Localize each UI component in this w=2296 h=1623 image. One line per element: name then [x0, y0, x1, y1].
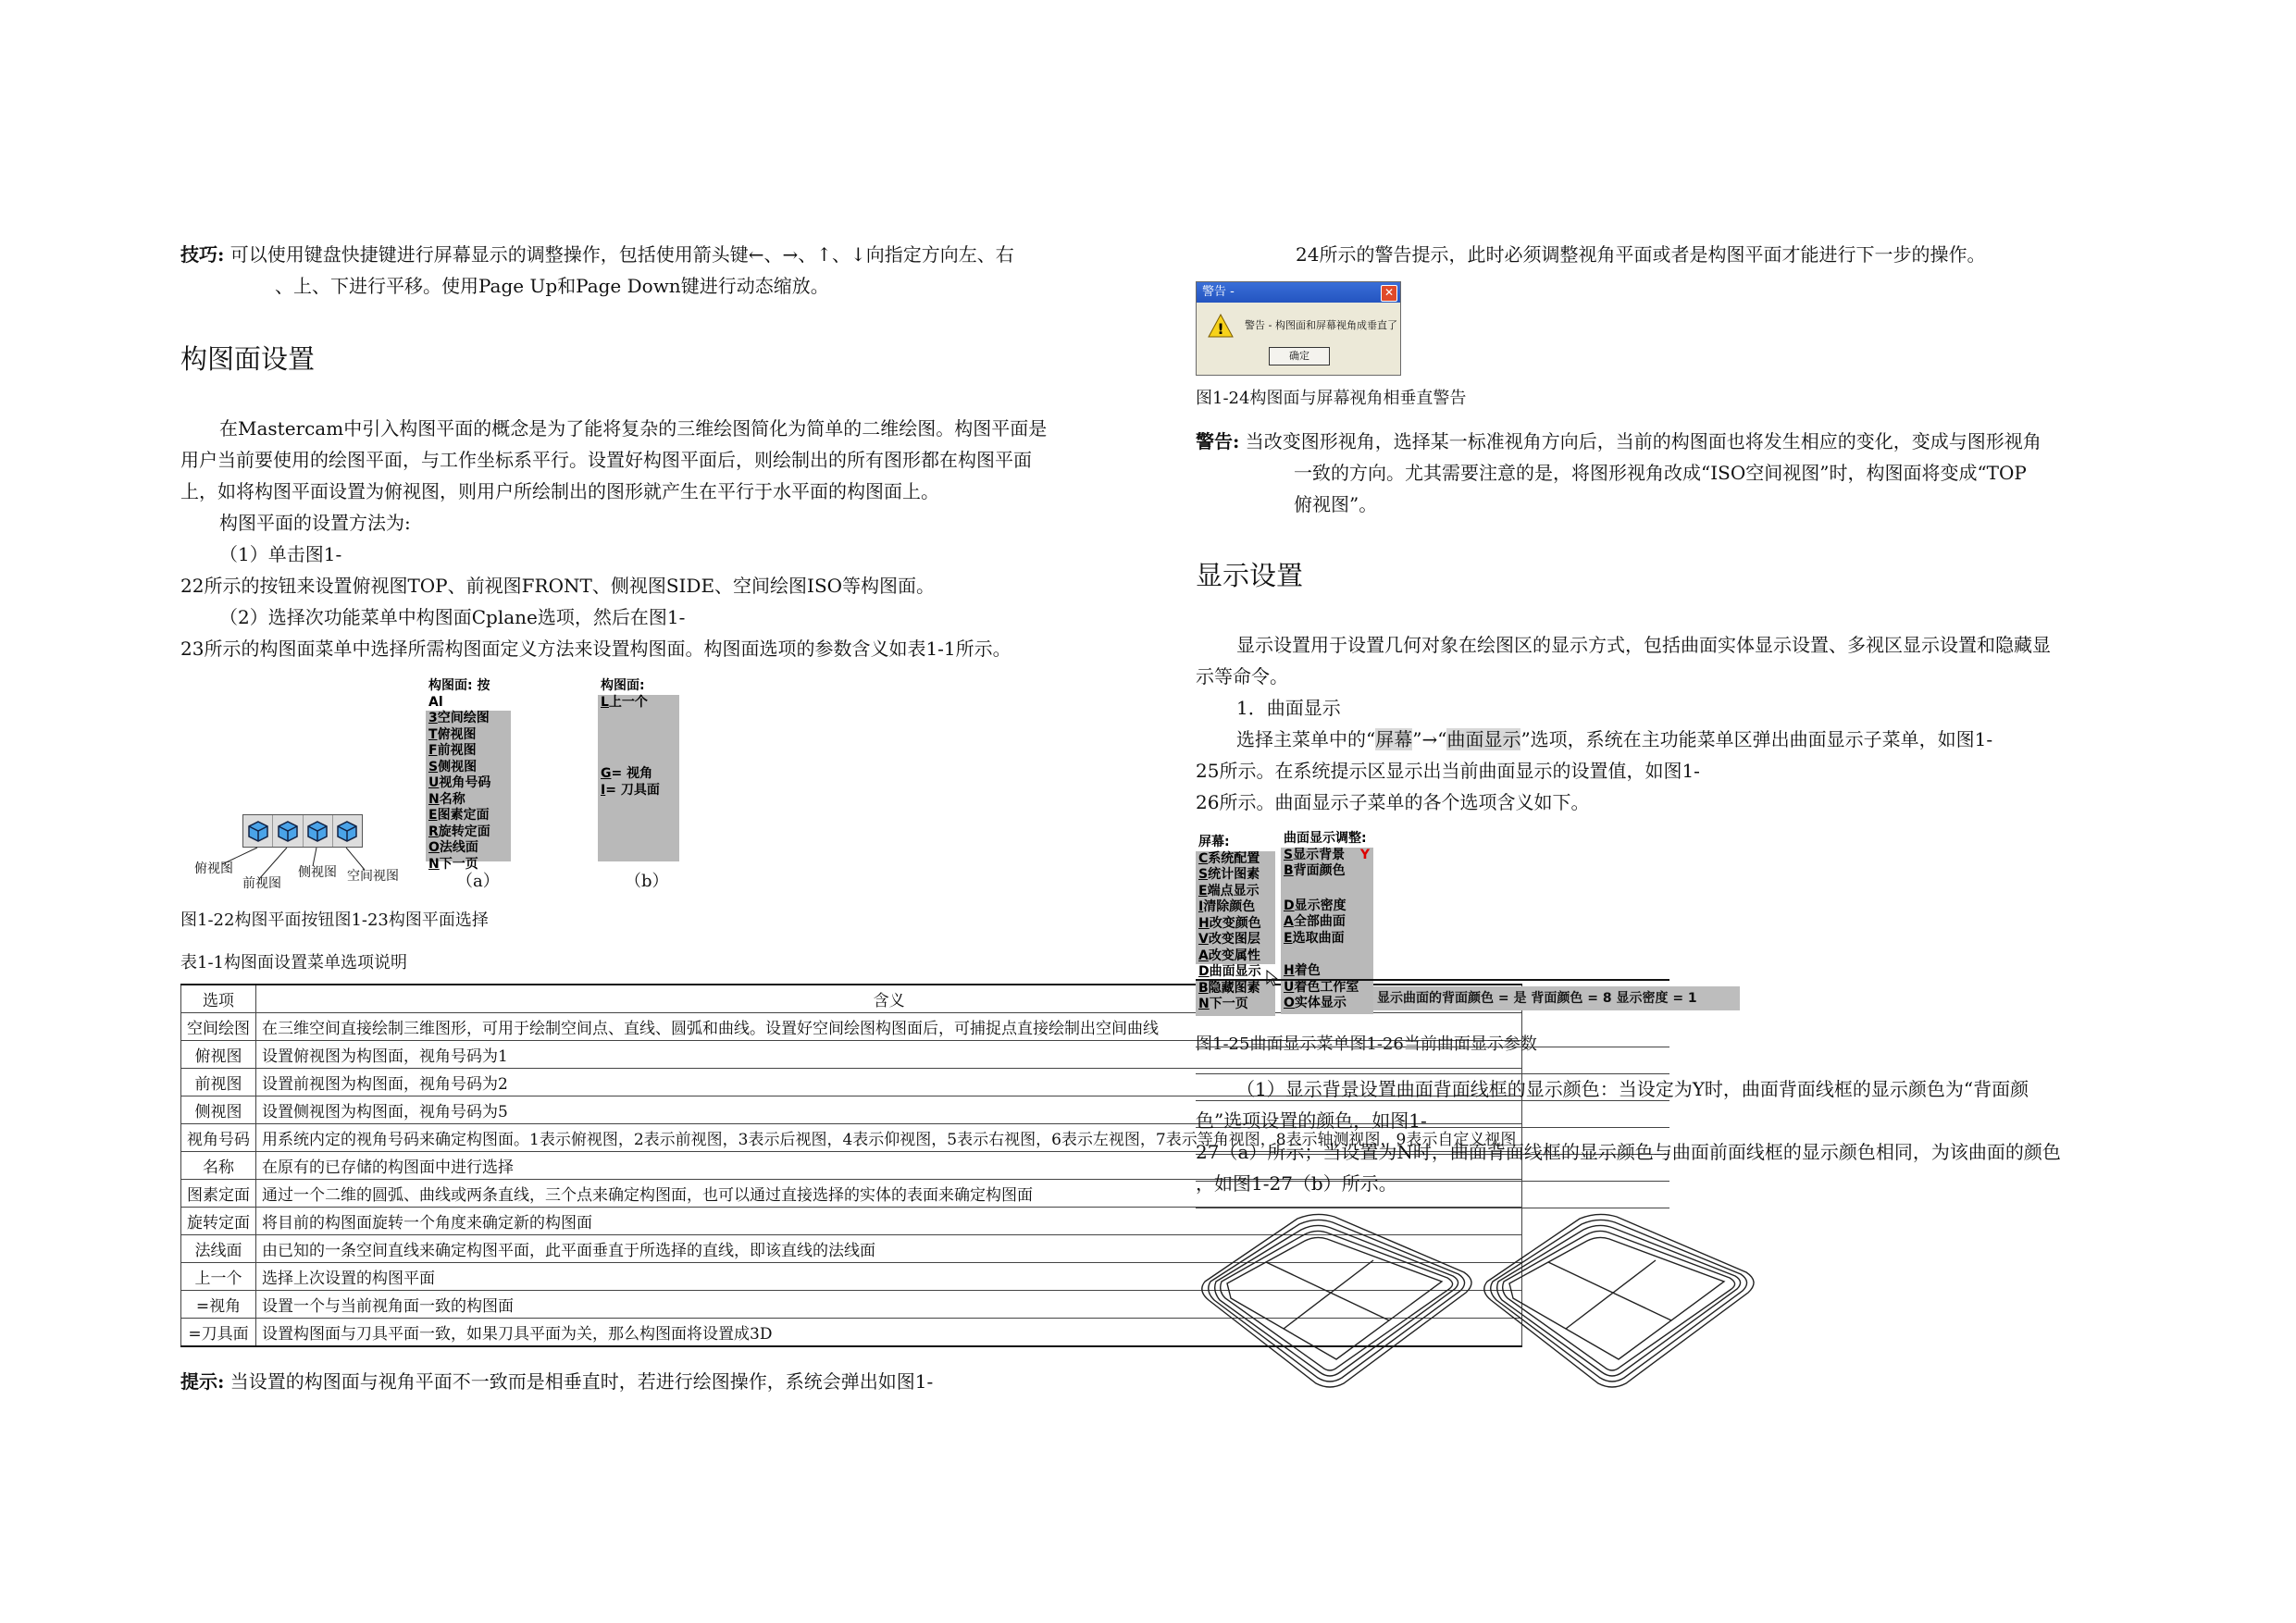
menu-item-label: 旋转定面 — [438, 824, 490, 839]
menu-hotkey: E — [1198, 883, 1208, 898]
menu-hotkey: B — [1198, 980, 1209, 996]
menu-hotkey: U — [428, 775, 440, 790]
surface-status-bar: 显示曲面的背面颜色 = 是 背面颜色 = 8 显示密度 = 1 — [1373, 986, 1740, 1010]
warn-line2: 一致的方向。尤其需要注意的是，将图形视角改成“ISO空间视图”时，构图面将变成“TOP — [1294, 462, 2027, 484]
iso-view-button[interactable] — [333, 815, 362, 847]
menu-a-caption: （a） — [456, 872, 500, 891]
menu-item-label: 着色工作室 — [1294, 979, 1359, 995]
top-view-button[interactable] — [243, 815, 273, 847]
warn-text: 当改变图形视角，选择某一标准视角方向后，当前的构图面也将发生相应的变化，变成与图形视角 — [1245, 430, 2042, 452]
menu-title: 构图面: 按 Al — [426, 678, 511, 711]
para-line — [1236, 724, 1992, 755]
menu-item-label: 背面颜色 — [1293, 863, 1346, 878]
menu-hotkey: N — [1198, 997, 1210, 1011]
surface-menu-item[interactable] — [1281, 963, 1373, 980]
para-line: 示等命令。 — [1196, 665, 1288, 688]
cplane-menu-item[interactable] — [426, 792, 511, 809]
subheading-surface-display: 1．曲面显示 — [1236, 697, 1341, 719]
dialog-titlebar — [1197, 282, 1400, 303]
tip-label: 技巧: — [180, 243, 225, 266]
surface-menu-item[interactable] — [1281, 996, 1373, 1012]
table-rule — [1196, 979, 1669, 981]
warn-line1 — [1196, 426, 2042, 457]
menu-hotkey: A — [1198, 948, 1209, 963]
cplane-menu-item[interactable] — [426, 840, 511, 857]
menu-ref-surface-display: 曲面显示 — [1446, 728, 1521, 750]
menu-item-label: 名称 — [439, 791, 465, 807]
menu-item-label: 曲面显示 — [1209, 964, 1261, 979]
menu-item-label: 侧视图 — [438, 759, 478, 774]
menu-hotkey: U — [1284, 979, 1295, 995]
para-line: 24所示的警告提示，此时必须调整视角平面或者是构图平面才能进行下一步的操作。 — [1296, 243, 1986, 266]
para-line: 显示设置用于设置几何对象在绘图区的显示方式，包括曲面实体显示设置、多视区显示设置和隐藏显 — [1236, 634, 2051, 656]
screen-menu-item[interactable] — [1196, 851, 1275, 868]
screen-menu-item[interactable] — [1196, 884, 1275, 900]
menu-hotkey: S — [428, 759, 439, 774]
menu-hotkey: I — [1198, 899, 1204, 914]
cplane-menu-item[interactable] — [426, 824, 511, 841]
table-cell-meaning: 设置侧视图为构图面，视角号码为5 — [256, 1096, 1522, 1124]
menu-item-label: 端点显示 — [1207, 883, 1260, 898]
col-header-meaning: 含义 — [256, 985, 1522, 1013]
warn-line3: 俯视图”。 — [1294, 493, 1378, 515]
cplane-menu-item[interactable] — [426, 808, 511, 824]
table-cell-meaning: 由已知的一条空间直线来确定构图平面，此平面垂直于所选择的直线，即该直线的法线面 — [256, 1235, 1522, 1263]
screen-menu — [1196, 835, 1275, 1016]
cube-icon — [277, 820, 299, 842]
cube-icon — [247, 820, 269, 842]
cplane-menu-item[interactable] — [426, 760, 511, 776]
menu-hotkey: T — [428, 726, 438, 742]
hint-text: 当设置的构图面与视角平面不一致而是相垂直时，若进行绘图操作，系统会弹出如图1- — [230, 1370, 934, 1393]
table-cell-meaning: 通过一个二维的圆弧、曲线或两条直线，三个点来确定构图面，也可以通过直接选择的实体的表面来确定构图面 — [256, 1180, 1522, 1208]
surface-figure-b — [1484, 1214, 1754, 1387]
menu-hotkey: E — [1284, 930, 1293, 946]
cplane-menu-item[interactable] — [426, 711, 511, 727]
menu-item-label: 着色 — [1294, 963, 1321, 978]
menu-item-label: 法线面 — [439, 840, 478, 855]
menu-hotkey: S — [1198, 867, 1209, 882]
screen-menu-item[interactable] — [1196, 899, 1275, 916]
cplane-menu-item[interactable] — [426, 727, 511, 744]
warning-dialog — [1196, 281, 1401, 376]
cube-icon — [336, 820, 358, 842]
menu-title: 屏幕: — [1196, 835, 1275, 851]
para-line: 色”选项设置的颜色，如图1- — [1196, 1109, 1427, 1132]
label-iso-view: 空间视图 — [347, 869, 399, 884]
screen-menu-item[interactable] — [1196, 932, 1275, 948]
mouse-cursor-icon — [1266, 970, 1279, 986]
menu-item-label: 俯视图 — [437, 726, 477, 742]
menu-item-label: = 刀具面 — [605, 782, 660, 798]
menu-hotkey: R — [428, 824, 439, 839]
table-cell-option: =视角 — [181, 1291, 256, 1319]
menu-item-label: 实体显示 — [1294, 996, 1347, 1010]
cplane-menu-item[interactable] — [426, 743, 511, 760]
menu-b-caption: （b） — [625, 872, 669, 891]
step2-line: 23所示的构图面菜单中选择所需构图面定义方法来设置构图面。构图面选项的参数含义如表1-1所示。 — [180, 638, 1011, 660]
front-view-button[interactable] — [273, 815, 303, 847]
surface-menu-item[interactable] — [1281, 863, 1373, 880]
surface-display-menu — [1281, 831, 1373, 1014]
para-line: 26所示。曲面显示子菜单的各个选项含义如下。 — [1196, 791, 1590, 813]
table-cell-option: 上一个 — [181, 1263, 256, 1291]
menu-title: 曲面显示调整: — [1281, 831, 1373, 848]
label-front-view: 前视图 — [242, 876, 281, 891]
menu-hotkey: O — [428, 840, 440, 855]
menu-item-label: 显示背景 — [1293, 847, 1346, 862]
table-cell-meaning: 在三维空间直接绘制三维图形，可用于绘制空间点、直线、圆弧和曲线。设置好空间绘图构图面后，可捕捉点直接绘制出空间曲线 — [256, 1013, 1522, 1041]
surface-menu-item[interactable] — [1281, 914, 1373, 931]
table-cell-option: 侧视图 — [181, 1096, 256, 1124]
menu-item-label: 隐藏图素 — [1208, 980, 1260, 996]
surface-menu-item[interactable] — [1281, 980, 1373, 997]
tip-text: 可以使用键盘快捷键进行屏幕显示的调整操作，包括使用箭头键←、→、↑、↓向指定方向左、右 — [230, 243, 1014, 266]
menu-item-label: 改变图层 — [1208, 932, 1260, 947]
surface-menu-item[interactable] — [1281, 931, 1373, 948]
cplane-menu-item[interactable] — [598, 783, 679, 799]
para-line: ，如图1-27（b）所示。 — [1196, 1172, 1397, 1195]
menu-hotkey: H — [1284, 963, 1295, 978]
figure-caption-1-22: 图1-22构图平面按钮图1-23构图平面选择 — [180, 911, 489, 930]
menu-hotkey: F — [428, 743, 438, 758]
text-span: 选择主菜单中的“ — [1236, 728, 1376, 750]
menu-hotkey: C — [1198, 850, 1209, 866]
hint-line — [180, 1366, 933, 1397]
screen-menu-item[interactable] — [1196, 916, 1275, 933]
cplane-menu-item[interactable] — [426, 775, 511, 792]
step1-line: 22所示的按钮来设置俯视图TOP、前视图FRONT、侧视图SIDE、空间绘图ISO等构图面。 — [180, 575, 936, 597]
close-icon[interactable]: ✕ — [1381, 285, 1397, 302]
menu-hotkey: 3 — [428, 711, 438, 725]
surface-menu-item[interactable] — [1281, 898, 1373, 915]
background-flag: Y — [1359, 847, 1370, 862]
table-cell-option: 旋转定面 — [181, 1208, 256, 1235]
table-cell-option: 名称 — [181, 1152, 256, 1180]
menu-hotkey: G — [601, 766, 612, 781]
label-side-view: 侧视图 — [298, 865, 337, 880]
hint-label: 提示: — [180, 1370, 225, 1393]
para-line: 27（a）所示；当设置为N时，曲面背面线框的显示颜色与曲面前面线框的显示颜色相同，为该曲面的颜色 — [1196, 1141, 2061, 1163]
text-span: ”→“ — [1412, 728, 1447, 750]
menu-hotkey: O — [1284, 996, 1295, 1010]
menu-item-label: 选取曲面 — [1292, 930, 1345, 946]
warn-label: 警告: — [1196, 430, 1240, 452]
tip-line1 — [180, 239, 1014, 270]
dialog-title: 警告 - — [1202, 285, 1235, 299]
menu-hotkey: S — [1284, 847, 1294, 862]
menu-item-label: 图素定面 — [437, 808, 490, 823]
table-cell-meaning: 设置俯视图为构图面，视角号码为1 — [256, 1041, 1522, 1069]
menu-hotkey: N — [428, 856, 440, 872]
menu-hotkey: B — [1284, 863, 1294, 878]
cube-icon — [306, 820, 329, 842]
menu-item-label: 视角号码 — [439, 775, 491, 790]
surface-figure-a — [1202, 1214, 1471, 1387]
table-cell-meaning: 设置构图面与刀具平面一致，如果刀具平面为关，那么构图面将设置成3D — [256, 1319, 1522, 1347]
warning-icon — [1208, 314, 1234, 338]
para-line: 构图平面的设置方法为: — [219, 512, 411, 534]
cplane-menu-a — [426, 678, 511, 872]
table-cell-option: 视角号码 — [181, 1124, 256, 1152]
menu-hotkey: I — [601, 782, 606, 798]
menu-item-label: 下一页 — [1209, 997, 1248, 1011]
figure-caption-1-25: 图1-25曲面显示菜单图1-26当前曲面显示参数 — [1196, 1035, 1537, 1054]
table-cell-meaning: 设置一个与当前视角面一致的构图面 — [256, 1291, 1522, 1319]
menu-item-label: 改变属性 — [1208, 948, 1260, 963]
table-cell-option: 俯视图 — [181, 1041, 256, 1069]
step1-line: （1）单击图1- — [219, 543, 342, 565]
view-toolbar — [242, 814, 363, 848]
menu-hotkey: E — [428, 808, 438, 823]
menu-item-label: 上一个 — [608, 694, 648, 710]
screen-menu-item[interactable] — [1196, 948, 1275, 965]
menu-ref-screen: 屏幕 — [1375, 728, 1413, 750]
table-cell-meaning: 在原有的已存储的构图面中进行选择 — [256, 1152, 1522, 1180]
section-heading-display: 显示设置 — [1196, 560, 1304, 591]
menu-item-label: 统计图素 — [1208, 867, 1260, 882]
surface-wireframe-figures — [1196, 1208, 1769, 1393]
tip-line2: 、上、下进行平移。使用Page Up和Page Down键进行动态缩放。 — [275, 275, 829, 297]
para-line: 25所示。在系统提示区显示出当前曲面显示的设置值，如图1- — [1196, 760, 1700, 782]
para-line: 在Mastercam中引入构图平面的概念是为了能将复杂的三维绘图简化为简单的二维绘图。构图平面是 — [219, 417, 1048, 440]
table-cell-option: =刀具面 — [181, 1319, 256, 1347]
cplane-menu-item[interactable] — [598, 695, 679, 712]
table-cell-option: 前视图 — [181, 1069, 256, 1096]
table-cell-meaning: 设置前视图为构图面，视角号码为2 — [256, 1069, 1522, 1096]
table-cell-option: 法线面 — [181, 1235, 256, 1263]
menu-hotkey: L — [601, 694, 609, 710]
text-span: ”选项，系统在主功能菜单区弹出曲面显示子菜单，如图1- — [1520, 728, 1993, 750]
menu-item-label: 全部曲面 — [1293, 914, 1346, 929]
menu-hotkey: A — [1284, 914, 1294, 929]
menu-item-label: 系统配置 — [1208, 850, 1260, 866]
label-top-view: 俯视图 — [194, 861, 233, 876]
menu-item-label: = 视角 — [611, 766, 653, 781]
table-caption: 表1-1构图面设置菜单选项说明 — [180, 953, 407, 973]
ok-button[interactable]: 确定 — [1269, 347, 1330, 365]
side-view-button[interactable] — [304, 815, 333, 847]
screen-menu-item[interactable] — [1196, 867, 1275, 884]
cplane-menu-b — [598, 678, 679, 861]
screen-menu-item[interactable] — [1196, 964, 1275, 981]
screen-menu-item[interactable] — [1196, 981, 1275, 997]
table-cell-meaning: 将目前的构图面旋转一个角度来确定新的构图面 — [256, 1208, 1522, 1235]
para-line: 上，如将构图平面设置为俯视图，则用户所绘制出的图形就产生在平行于水平面的构图面上。 — [180, 480, 939, 502]
step2-line: （2）选择次功能菜单中构图面Cplane选项，然后在图1- — [219, 606, 686, 628]
menu-item-label: 前视图 — [437, 743, 477, 758]
menu-item-label: 空间绘图 — [437, 711, 490, 725]
menu-item-label: 显示密度 — [1294, 898, 1347, 913]
col-header-option: 选项 — [181, 985, 256, 1013]
table-cell-meaning: 用系统内定的视角号码来确定构图面。1表示俯视图，2表示前视图，3表示后视图，4表示仰视图，5表示右视图，6表示左视图，7表示等角视图，8表示轴测视图，9表示自定义视图 — [256, 1124, 1522, 1152]
svg-text:!: ! — [1217, 320, 1224, 338]
menu-hotkey: D — [1284, 898, 1295, 913]
menu-item-label: 清除颜色 — [1203, 899, 1256, 914]
figure-caption-1-24: 图1-24构图面与屏幕视角相垂直警告 — [1196, 389, 1467, 408]
menu-hotkey: N — [428, 791, 440, 807]
menu-hotkey: D — [1198, 964, 1210, 979]
para-line: 用户当前要使用的绘图平面，与工作坐标系平行。设置好构图平面后，则绘制出的所有图形都在构图平面 — [180, 449, 1032, 471]
table-cell-option: 图素定面 — [181, 1180, 256, 1208]
menu-hotkey: V — [1198, 932, 1209, 947]
table-cell-option: 空间绘图 — [181, 1013, 256, 1041]
dialog-message: 警告 - 构图面和屏幕视角成垂直了 — [1245, 319, 1397, 331]
cplane-menu-item[interactable] — [598, 766, 679, 783]
menu-item-label: 下一页 — [439, 856, 478, 872]
table-cell-meaning: 选择上次设置的构图平面 — [256, 1263, 1522, 1291]
screen-menu-item[interactable] — [1196, 997, 1275, 1013]
menu-item-label: 改变颜色 — [1209, 915, 1261, 931]
para-line: （1）显示背景设置曲面背面线框的显示颜色：当设定为Y时，曲面背面线框的显示颜色为“背面颜 — [1236, 1078, 2029, 1100]
menu-hotkey: H — [1198, 915, 1210, 931]
section-heading-cplane: 构图面设置 — [180, 343, 316, 375]
menu-title: 构图面: — [598, 678, 679, 695]
